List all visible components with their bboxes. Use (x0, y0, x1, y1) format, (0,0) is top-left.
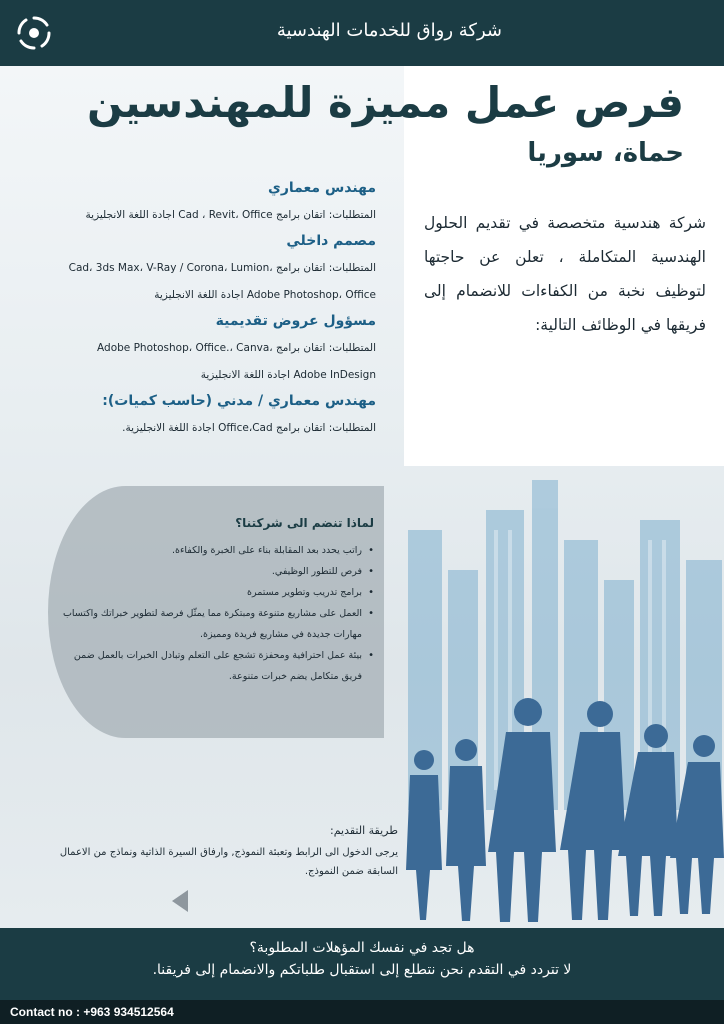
job-requirements: Adobe Photoshop، Office اجادة اللغة الانجليزية (154, 289, 376, 301)
job-list (18, 176, 376, 442)
job-requirements: المتطلبات: اتقان برامج Office،Cad اجادة اللغة الانجليزية. (122, 422, 376, 434)
city-business-people-image (404, 470, 724, 928)
job-title: مسؤول عروض تقديمية (215, 313, 376, 329)
job-requirements: Adobe InDesign اجادة اللغة الانجليزية (200, 369, 376, 381)
apply-text: يرجى الدخول الى الرابط وتعبئة النموذج, وارفاق السيرة الذاتية ونماذج من الاعمال السابقة ضمن النموذج. (59, 847, 398, 877)
list-item: • العمل على مشاريع متنوعة ومبتكرة مما يمثّل فرصة لتطوير خبراتك واكتساب مهارات جديدة في مشاريع فريدة ومميزة. (54, 603, 374, 645)
intro-text: شركة هندسية متخصصة في تقديم الحلول الهندسية المتكاملة ، تعلن عن حاجتها لتوظيف نخبة من الكفاءات للانضمام إلى فريقها في الوظائف التالية: (424, 214, 706, 334)
why-title: لماذا تنضم الى شركتنا؟ (235, 516, 374, 530)
list-item: • راتب يحدد بعد المقابلة بناء على الخبرة والكفاءة. (54, 540, 374, 561)
benefits-list (54, 540, 374, 687)
list-item: • برامج تدريب وتطوير مستمرة (54, 582, 374, 603)
list-item: • فرص للتطور الوظيفي. (54, 561, 374, 582)
job-requirements: المتطلبات: اتقان برامج Cad ، Revit، Office اجادة اللغة الانجليزية (85, 209, 376, 221)
why-join-section (54, 516, 374, 687)
job-title: مهندس معماري (267, 180, 376, 196)
page-title: فرص عمل مميزة للمهندسين (86, 78, 684, 127)
contact-bar: Contact no : +963 934512564 (0, 1000, 724, 1024)
play-triangle-icon (172, 890, 188, 912)
job-requirements: المتطلبات: اتقان برامج ،Adobe Photoshop، Office.، Canva (97, 342, 376, 354)
job-requirements: المتطلبات: اتقان برامج ،Cad، 3ds Max، V-Ray / Corona، Lumion (68, 262, 376, 274)
header-bar (0, 0, 724, 66)
footer-cta: لا تتردد في التقدم نحن نتطلع إلى استقبال طلباتكم والانضمام إلى فريقنا. (152, 962, 572, 978)
apply-section (28, 824, 398, 881)
job-title: مهندس معماري / مدني (حاسب كميات): (102, 393, 376, 409)
job-title: مصمم داخلي (286, 233, 376, 249)
location-title: حماة، سوريا (527, 138, 684, 168)
footer-banner (0, 928, 724, 1000)
company-name: شركة رواق للخدمات الهندسية (276, 20, 502, 41)
list-item: • بيئة عمل احترافية ومحفزة تشجع على التعلم وتبادل الخبرات بالعمل ضمن فريق متكامل يضم خبرات متنوعة. (54, 645, 374, 687)
company-logo-icon (14, 13, 54, 53)
apply-title: طريقة التقديم: (330, 824, 398, 837)
footer-question: هل تجد في نفسك المؤهلات المطلوبة؟ (249, 940, 475, 956)
